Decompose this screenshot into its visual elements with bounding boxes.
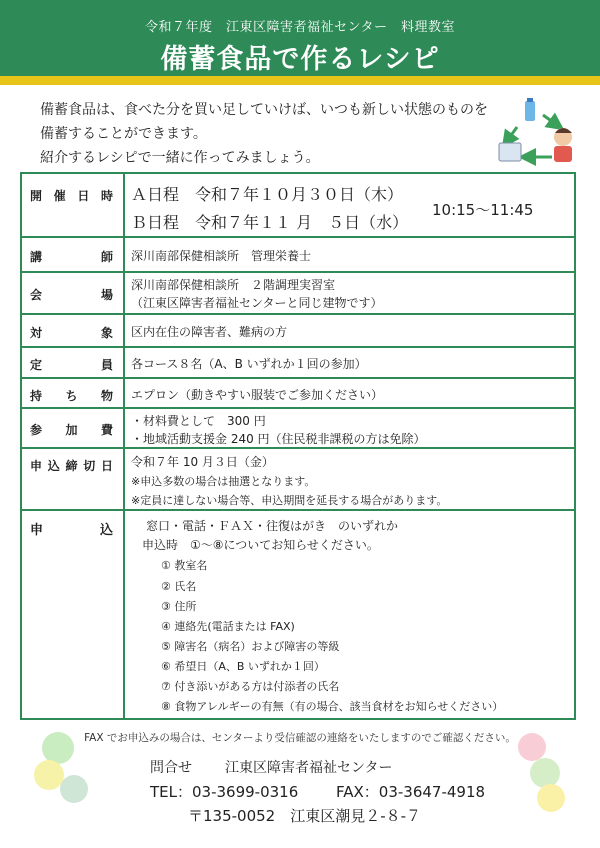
venue-line1: 深川南部保健相談所 ２階調理実習室 bbox=[131, 278, 336, 292]
apply-item: ① 教室名 bbox=[161, 559, 208, 572]
row-target bbox=[22, 313, 574, 346]
row-deadline bbox=[22, 447, 574, 509]
course-b-date: Ｂ日程 令和７年１１ 月 ５日（水） bbox=[131, 213, 409, 232]
contact-address: 〒135-0052 江東区潮見２-８-７ bbox=[188, 807, 422, 825]
fax-note: FAX でお申込みの場合は、センターより受信確認の連絡をいたしますのでご確認ください。 bbox=[84, 732, 516, 744]
apply-item: ⑧ 食物アレルギーの有無（有の場合、該当食材をお知らせください） bbox=[161, 700, 504, 713]
label-fee: 参 加 費 bbox=[30, 423, 113, 437]
label-apply: 申 込 bbox=[30, 523, 113, 538]
class-time: 10:15～11:45 bbox=[432, 201, 534, 219]
row-capacity bbox=[22, 346, 574, 377]
label-date: 開 催 日 時 bbox=[30, 189, 113, 203]
contact-fax: FAX：03-3647-4918 bbox=[336, 783, 486, 801]
header-banner bbox=[0, 0, 600, 85]
label-capacity: 定 員 bbox=[30, 358, 113, 372]
teacher-value: 深川南部保健相談所 管理栄養士 bbox=[131, 249, 312, 263]
capacity-value: 各コース８名（A、B いずれか１回の参加） bbox=[131, 357, 367, 371]
venue-line2: （江東区障害者福祉センターと同じ建物です） bbox=[131, 296, 383, 310]
contact-org: 江東区障害者福祉センター bbox=[225, 760, 393, 776]
deadline-date: 令和７年 10 月３日（金） bbox=[131, 455, 274, 469]
contact-phone: TEL：03-3699-0316 bbox=[150, 783, 299, 801]
row-venue bbox=[22, 271, 574, 313]
water-bottle-icon bbox=[525, 101, 535, 121]
apply-item: ⑥ 希望日（A、B いずれか１回） bbox=[161, 660, 325, 673]
course-a-date: Ａ日程 令和７年１０月３０日（木） bbox=[131, 185, 404, 204]
apply-item: ④ 連絡先(電話または FAX) bbox=[161, 620, 295, 633]
deadline-note1: ※申込多数の場合は抽選となります。 bbox=[131, 475, 316, 488]
page-title: 備蓄食品で作るレシピ bbox=[160, 44, 440, 75]
bring-value: エプロン（動きやすい服装でご参加ください） bbox=[131, 388, 384, 402]
label-teacher: 講 師 bbox=[30, 250, 113, 264]
decor-circle bbox=[530, 758, 560, 788]
intro-text bbox=[40, 98, 500, 170]
label-bring: 持 ち 物 bbox=[30, 389, 113, 403]
storage-box-icon bbox=[499, 143, 521, 161]
apply-item: ③ 住所 bbox=[161, 600, 197, 613]
intro-line: 備蓄食品は、食べた分を買い足していけば、いつも新しい状態のものを bbox=[40, 102, 488, 118]
apply-item: ② 氏名 bbox=[161, 580, 197, 593]
header-accent-line bbox=[0, 76, 600, 85]
apply-item: ⑦ 付き添いがある方は付添者の氏名 bbox=[161, 680, 340, 693]
apply-method: 窓口・電話・ＦＡＸ・往復はがき のいずれか bbox=[146, 519, 399, 533]
apply-intro: 申込時 ①～⑧についてお知らせください。 bbox=[142, 538, 379, 552]
intro-line: 備蓄することができます。 bbox=[40, 126, 207, 142]
decor-circle bbox=[60, 775, 88, 803]
target-value: 区内在住の障害者、難病の方 bbox=[131, 325, 288, 339]
row-bring bbox=[22, 377, 574, 407]
row-fee bbox=[22, 407, 574, 447]
label-deadline: 申 込 締 切 日 bbox=[30, 459, 113, 473]
deadline-note2: ※定員に達しない場合等、申込期間を延長する場合があります。 bbox=[131, 494, 448, 507]
header-subtitle: 令和７年度 江東区障害者福祉センター 料理教室 bbox=[145, 20, 455, 35]
fee-line1: ・材料費として 300 円 bbox=[131, 414, 266, 428]
apply-item: ⑤ 障害名（病名）および障害の等級 bbox=[161, 640, 340, 653]
stockpile-cycle-illustration bbox=[497, 97, 577, 169]
fee-line2: ・地域活動支援金 240 円（住民税非課税の方は免除） bbox=[131, 432, 426, 446]
row-date bbox=[22, 174, 574, 236]
decor-circle bbox=[537, 784, 565, 812]
label-venue: 会 場 bbox=[30, 288, 113, 302]
row-apply bbox=[22, 509, 574, 718]
row-teacher bbox=[22, 236, 574, 271]
info-table bbox=[20, 172, 576, 720]
intro-line: 紹介するレシピで一緒に作ってみましょう。 bbox=[40, 150, 320, 166]
label-target: 対 象 bbox=[30, 326, 113, 340]
inquiry-label: 問合せ bbox=[150, 760, 192, 776]
